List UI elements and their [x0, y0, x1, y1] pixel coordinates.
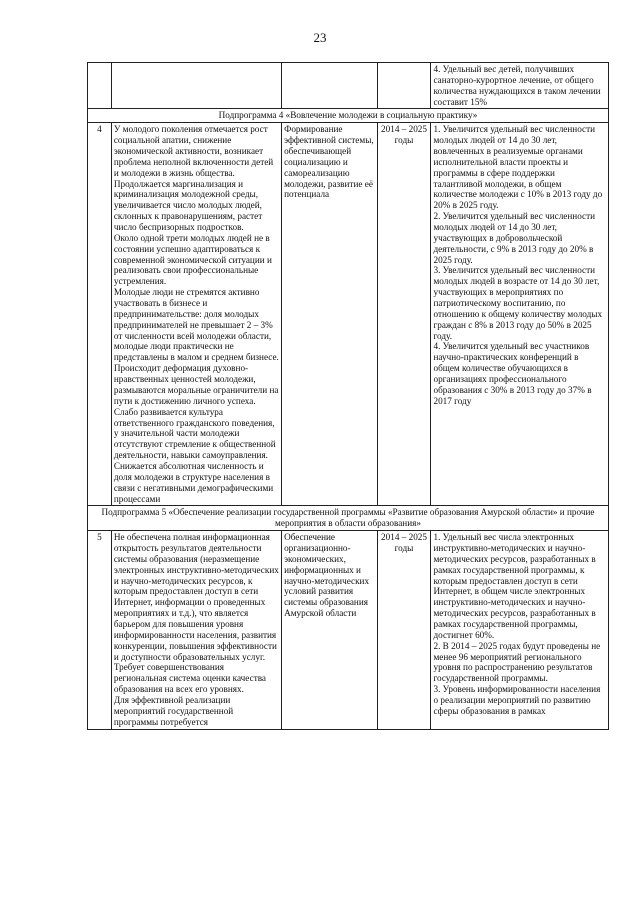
problem-paragraph: У молодого поколения отмечается рост социальной апатии, снижение экономической активности, возникает проблема неполной включенности детей и молодежи в жизнь общества. — [113, 124, 274, 178]
page-number: 23 — [313, 30, 327, 45]
problem-cell — [111, 63, 281, 109]
years-cell: 2014 – 2025 годы — [377, 531, 431, 729]
indicator-item: 4. Удельный вес детей, получивших санаторно-курортное лечение, от общего количества нуждающихся в таком лечении составит 15% — [433, 64, 601, 107]
table-row-subprogram-5 — [88, 531, 609, 729]
problem-cell — [111, 123, 281, 506]
years-cell: 2014 – 2025 годы — [377, 123, 431, 506]
table-row-subprogram-4 — [88, 123, 609, 506]
problem-paragraph: Молодые люди не стремятся активно участвовать в бизнесе и предпринимательстве: доля молодых предпринимателей не превышает 2 – 3% от численности всей молодежи области, молодые люди практически не представлены в малом и среднем бизнесе. — [113, 287, 279, 363]
subprogram-4-title: Подпрограмма 4 «Вовлечение молодежи в социальную практику» — [88, 109, 609, 123]
row-number: 4 — [88, 123, 112, 506]
indicator-item: 3. Уровень информированности населения о реализации мероприятий по развитию сферы образования в рамках — [433, 684, 601, 716]
goal-cell — [282, 63, 377, 109]
num-cell — [88, 63, 112, 109]
subprogram-5-header-row — [88, 506, 609, 531]
problem-paragraph: Требует совершенствования региональная система оценки качества образования на всех его уровнях. — [113, 662, 266, 695]
problem-paragraph: Для эффективной реализации мероприятий государственной программы потребуется — [113, 694, 234, 727]
indicator-cell — [431, 63, 609, 109]
table-row-continuation — [88, 63, 609, 109]
goal-cell: Обеспечение организационно-экономических, информационных и научно-методических условий развития системы образования Амурской области — [282, 531, 377, 729]
indicator-item: 2. В 2014 – 2025 годах будут проведены не менее 96 мероприятий регионального уровня по распространению результатов государственной программы. — [433, 640, 601, 684]
problem-paragraph: Около одной трети молодых людей не в состоянии успешно адаптироваться к современной экономической ситуации и реализовать свои профессиональные устремления. — [113, 232, 272, 287]
row-number: 5 — [88, 531, 112, 729]
indicator-item: 2. Увеличится удельный вес численности молодых людей от 14 до 30 лет, участвующих в добровольческой деятельности, с 9% в 2013 году до 20% в 2025 году. — [433, 211, 596, 265]
subprogram-5-title: Подпрограмма 5 «Обеспечение реализации государственной программы «Развитие образования Амурской области» и прочие мероприятия в области образования» — [88, 506, 609, 531]
indicator-item: 3. Увеличится удельный вес численности молодых людей в возрасте от 14 до 30 лет, участвующих в мероприятиях по патриотическому воспитанию, по отношению к общему количеству молодых граждан с 8% в 2013 году до 50% в 2025 году. — [433, 265, 603, 341]
indicator-cell — [431, 123, 609, 506]
indicator-item: 4. Увеличится удельный вес участников научно-практических конференций в общем количестве обучающихся в организациях профессионального образования с 30% в 2013 году до 37% в 2017 году — [433, 341, 592, 406]
years-cell — [377, 63, 431, 109]
problem-paragraph: Не обеспечена полная информационная открытость результатов деятельности системы образования (неразмещение электронных инструктивно-методических и научно-методических ресурсов, к которым предоставлен доступ в сети Интернет, информации о проведенных мероприятиях и т.д.), что является барьером для повышения уровня информированности населения, развития конкуренции, повышения эффективности и доступности образовательных услуг. — [113, 532, 279, 662]
indicator-cell — [431, 531, 609, 729]
problem-paragraph: Снижается абсолютная численность и доля молодежи в структуре населения в связи с негативными демографическими процессами — [113, 460, 274, 504]
indicator-item: 1. Удельный вес числа электронных инструктивно-методических и научно-методических ресурсов, разработанных в рамках государственной программы, к которым предоставлен доступ в сети Интернет, в общем числе электронных инструктивно-методических и научно-методических ресурсов, разработанных в рамках государственной программы, достигнет 60%. — [433, 532, 596, 640]
program-table — [87, 62, 609, 730]
problem-cell — [111, 531, 281, 729]
indicator-item: 1. Увеличится удельный вес численности молодых людей от 14 до 30 лет, вовлеченных в реализуемые органами исполнительной власти проекты и программы в сфере поддержки талантливой молодежи, в общем количестве молодежи с 10% в 2013 году до 20% в 2025 году. — [433, 124, 603, 211]
goal-cell: Формирование эффективной системы, обеспечивающей социализацию и самореализацию молодежи, развитие её потенциала — [282, 123, 377, 506]
problem-paragraph: Продолжается маргинализация и криминализация молодежной среды, увеличивается число молодых людей, склонных к правонарушениям, растет число беспризорных подростков. — [113, 178, 263, 233]
subprogram-4-header-row — [88, 109, 609, 123]
problem-paragraph: Происходит деформация духовно-нравственных ценностей молодежи, размываются моральные ограничители на пути к достижению личного успеха. — [113, 363, 279, 406]
problem-paragraph: Слабо развивается культура ответственного гражданского поведения, у значительной части молодежи отсутствуют стремление к общественной деятельности, навыки самоуправления. — [113, 406, 276, 461]
